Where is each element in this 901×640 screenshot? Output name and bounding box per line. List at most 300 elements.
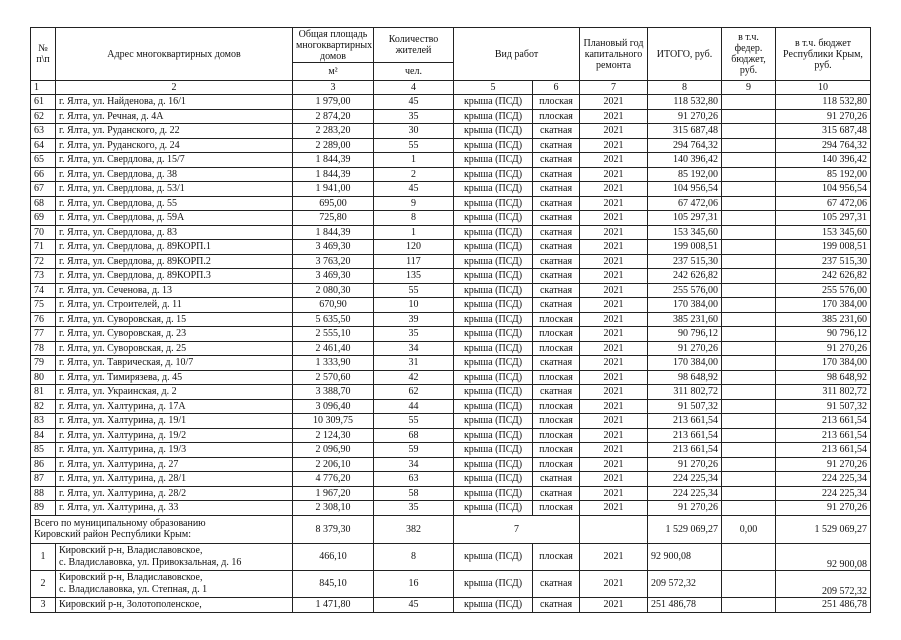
row-residents: 42: [374, 370, 454, 385]
row-area: 2 570,60: [293, 370, 374, 385]
row-total: 91 270,26: [648, 457, 722, 472]
row-roof-type: плоская: [533, 414, 580, 429]
row-republic: 91 270,26: [776, 109, 871, 124]
row-area: 695,00: [293, 196, 374, 211]
row-total: 311 802,72: [648, 385, 722, 400]
row-total: 315 687,48: [648, 124, 722, 139]
row-number: 72: [31, 254, 56, 269]
col-number: 2: [56, 81, 293, 95]
row-residents: 35: [374, 327, 454, 342]
row-republic: 153 345,60: [776, 225, 871, 240]
row-area: 725,80: [293, 211, 374, 226]
row-work: крыша (ПСД): [454, 109, 533, 124]
row-federal: [722, 124, 776, 139]
row-address-line1: Кировский р-н, Владиславовское,: [59, 545, 203, 556]
row-roof-type: скатная: [533, 153, 580, 168]
row-area: 1 844,39: [293, 167, 374, 182]
row-work: крыша (ПСД): [454, 443, 533, 458]
row-number: 68: [31, 196, 56, 211]
row-federal: [722, 225, 776, 240]
row-work: крыша (ПСД): [454, 211, 533, 226]
row-republic: 311 802,72: [776, 385, 871, 400]
row-republic: 213 661,54: [776, 414, 871, 429]
row-address: г. Ялта, ул. Украинская, д. 2: [56, 385, 293, 400]
row-residents: 45: [374, 95, 454, 110]
row-residents: 120: [374, 240, 454, 255]
row-area: 2 206,10: [293, 457, 374, 472]
header-federal: в т.ч. федер. бюджет, руб.: [722, 28, 776, 81]
row-address: г. Ялта, ул. Халтурина, д. 19/3: [56, 443, 293, 458]
row-total: 91 270,26: [648, 109, 722, 124]
row-area: 1 844,39: [293, 225, 374, 240]
row-total: 67 472,06: [648, 196, 722, 211]
row-federal: [722, 254, 776, 269]
row-residents: 63: [374, 472, 454, 487]
row-year: 2021: [580, 341, 648, 356]
row-address: г. Ялта, ул. Строителей, д. 11: [56, 298, 293, 313]
row-roof-type: плоская: [533, 457, 580, 472]
header-year: Плановый год капитального ремонта: [580, 28, 648, 81]
district-total-republic: 1 529 069,27: [776, 515, 871, 543]
col-number: 9: [722, 81, 776, 95]
row-roof-type: плоская: [533, 109, 580, 124]
row-address: г. Ялта, ул. Халтурина, д. 19/1: [56, 414, 293, 429]
row-address: г. Ялта, ул. Свердлова, д. 55: [56, 196, 293, 211]
row-number: 2: [31, 570, 56, 597]
table-row: [31, 167, 871, 182]
row-number: 65: [31, 153, 56, 168]
row-year: 2021: [580, 283, 648, 298]
table-row: [31, 428, 871, 443]
header-residents: Количество жителей: [374, 28, 454, 63]
row-roof-type: скатная: [533, 283, 580, 298]
row-address: г. Ялта, ул. Руданского, д. 22: [56, 124, 293, 139]
row-total: 105 297,31: [648, 211, 722, 226]
row-year: 2021: [580, 225, 648, 240]
district-total-sum: 1 529 069,27: [648, 515, 722, 543]
table-row: [31, 211, 871, 226]
row-federal: [722, 182, 776, 197]
row-address: г. Ялта, ул. Суворовская, д. 23: [56, 327, 293, 342]
row-federal: [722, 95, 776, 110]
row-roof-type: скатная: [533, 269, 580, 284]
row-area: 2 096,90: [293, 443, 374, 458]
row-total: 170 384,00: [648, 356, 722, 371]
row-roof-type: скатная: [533, 254, 580, 269]
row-total: 91 270,26: [648, 341, 722, 356]
row-area: 466,10: [293, 543, 374, 570]
row-year: 2021: [580, 327, 648, 342]
header-address: Адрес многоквартирных домов: [56, 28, 293, 81]
row-total: 294 764,32: [648, 138, 722, 153]
row-republic: 209 572,32: [776, 570, 871, 597]
row-address: г. Ялта, ул. Свердлова, д. 53/1: [56, 182, 293, 197]
row-area: 2 283,20: [293, 124, 374, 139]
row-area: 3 469,30: [293, 269, 374, 284]
row-roof-type: скатная: [533, 472, 580, 487]
row-roof-type: плоская: [533, 428, 580, 443]
row-address: г. Ялта, ул. Таврическая, д. 10/7: [56, 356, 293, 371]
row-number: 77: [31, 327, 56, 342]
row-work: крыша (ПСД): [454, 95, 533, 110]
row-year: 2021: [580, 486, 648, 501]
row-year: 2021: [580, 153, 648, 168]
row-number: 74: [31, 283, 56, 298]
row-residents: 10: [374, 298, 454, 313]
row-federal: [722, 327, 776, 342]
header-num: № п\п: [31, 28, 56, 81]
row-federal: [722, 543, 776, 570]
row-residents: 34: [374, 457, 454, 472]
row-work: крыша (ПСД): [454, 298, 533, 313]
row-federal: [722, 597, 776, 612]
row-year: 2021: [580, 240, 648, 255]
row-federal: [722, 153, 776, 168]
row-number: 64: [31, 138, 56, 153]
row-address: г. Ялта, ул. Халтурина, д. 17А: [56, 399, 293, 414]
row-year: 2021: [580, 443, 648, 458]
col-number: 10: [776, 81, 871, 95]
row-residents: 39: [374, 312, 454, 327]
row-number: 83: [31, 414, 56, 429]
col-number: 8: [648, 81, 722, 95]
row-federal: [722, 167, 776, 182]
row-address: г. Ялта, ул. Сеченова, д. 13: [56, 283, 293, 298]
row-republic: 251 486,78: [776, 597, 871, 612]
header-row: [31, 28, 871, 63]
row-area: 3 096,40: [293, 399, 374, 414]
row-total: 92 900,08: [648, 543, 722, 570]
row-address-line2: с. Владиславовка, ул. Степная, д. 1: [59, 583, 208, 595]
row-work: крыша (ПСД): [454, 312, 533, 327]
row-total: 104 956,54: [648, 182, 722, 197]
row-number: 82: [31, 399, 56, 414]
row-total: 170 384,00: [648, 298, 722, 313]
row-work: крыша (ПСД): [454, 486, 533, 501]
row-area: 1 844,39: [293, 153, 374, 168]
row-residents: 35: [374, 109, 454, 124]
row-roof-type: скатная: [533, 240, 580, 255]
row-total: 153 345,60: [648, 225, 722, 240]
table-row: [31, 254, 871, 269]
table-row: [31, 240, 871, 255]
row-federal: [722, 385, 776, 400]
district-total-year: [580, 515, 648, 543]
row-residents: 62: [374, 385, 454, 400]
table-row: [31, 109, 871, 124]
row-federal: [722, 240, 776, 255]
row-year: 2021: [580, 95, 648, 110]
row-area: 1 967,20: [293, 486, 374, 501]
row-address: г. Ялта, ул. Руданского, д. 24: [56, 138, 293, 153]
row-number: 85: [31, 443, 56, 458]
row-year: 2021: [580, 254, 648, 269]
row-number: 70: [31, 225, 56, 240]
row-number: 73: [31, 269, 56, 284]
row-area: 2 874,20: [293, 109, 374, 124]
row-republic: 199 008,51: [776, 240, 871, 255]
row-roof-type: плоская: [533, 543, 580, 570]
row-work: крыша (ПСД): [454, 283, 533, 298]
row-federal: [722, 457, 776, 472]
row-roof-type: плоская: [533, 399, 580, 414]
row-total: 91 507,32: [648, 399, 722, 414]
row-work: крыша (ПСД): [454, 428, 533, 443]
row-year: 2021: [580, 370, 648, 385]
row-area: 1 333,90: [293, 356, 374, 371]
row-number: 66: [31, 167, 56, 182]
row-residents: 2: [374, 167, 454, 182]
table-row: [31, 570, 871, 597]
district-total-area: 8 379,30: [293, 515, 374, 543]
row-federal: [722, 196, 776, 211]
row-address: г. Ялта, ул. Свердлова, д. 15/7: [56, 153, 293, 168]
row-republic: 294 764,32: [776, 138, 871, 153]
row-federal: [722, 501, 776, 516]
row-roof-type: скатная: [533, 182, 580, 197]
row-roof-type: плоская: [533, 501, 580, 516]
row-number: 75: [31, 298, 56, 313]
row-residents: 55: [374, 138, 454, 153]
row-republic: 91 270,26: [776, 501, 871, 516]
row-roof-type: плоская: [533, 443, 580, 458]
row-residents: 1: [374, 153, 454, 168]
row-republic: 213 661,54: [776, 443, 871, 458]
row-total: 255 576,00: [648, 283, 722, 298]
row-area: 3 469,30: [293, 240, 374, 255]
row-residents: 45: [374, 182, 454, 197]
row-year: 2021: [580, 457, 648, 472]
header-residents-unit: чел.: [374, 63, 454, 81]
row-work: крыша (ПСД): [454, 399, 533, 414]
row-residents: 1: [374, 225, 454, 240]
row-roof-type: скатная: [533, 138, 580, 153]
row-total: 213 661,54: [648, 414, 722, 429]
row-total: 237 515,30: [648, 254, 722, 269]
row-roof-type: скатная: [533, 211, 580, 226]
table-row: [31, 327, 871, 342]
row-republic: 170 384,00: [776, 356, 871, 371]
col-number: 6: [533, 81, 580, 95]
row-roof-type: плоская: [533, 312, 580, 327]
row-address-line1: Кировский р-н, Владиславовское,: [59, 572, 203, 583]
row-number: 61: [31, 95, 56, 110]
col-number: 4: [374, 81, 454, 95]
col-number: 5: [454, 81, 533, 95]
row-year: 2021: [580, 138, 648, 153]
row-republic: 85 192,00: [776, 167, 871, 182]
row-republic: 118 532,80: [776, 95, 871, 110]
row-address: г. Ялта, ул. Халтурина, д. 33: [56, 501, 293, 516]
table-row: [31, 298, 871, 313]
row-address: г. Ялта, ул. Свердлова, д. 83: [56, 225, 293, 240]
row-address: г. Ялта, ул. Суворовская, д. 15: [56, 312, 293, 327]
row-area: 10 309,75: [293, 414, 374, 429]
row-federal: [722, 312, 776, 327]
row-address: г. Ялта, ул. Суворовская, д. 25: [56, 341, 293, 356]
row-number: 87: [31, 472, 56, 487]
row-work: крыша (ПСД): [454, 472, 533, 487]
table-row: [31, 472, 871, 487]
district-total-label-line2: Кировский район Республики Крым:: [34, 529, 191, 540]
row-roof-type: скатная: [533, 486, 580, 501]
row-area: 2 555,10: [293, 327, 374, 342]
row-work: крыша (ПСД): [454, 254, 533, 269]
row-number: 62: [31, 109, 56, 124]
row-year: 2021: [580, 124, 648, 139]
table-row: [31, 225, 871, 240]
row-roof-type: скатная: [533, 385, 580, 400]
row-number: 88: [31, 486, 56, 501]
row-area: 2 289,00: [293, 138, 374, 153]
row-republic: 91 507,32: [776, 399, 871, 414]
header-total: ИТОГО, руб.: [648, 28, 722, 81]
row-residents: 9: [374, 196, 454, 211]
row-republic: 237 515,30: [776, 254, 871, 269]
row-federal: [722, 399, 776, 414]
row-area: 2 461,40: [293, 341, 374, 356]
row-work: крыша (ПСД): [454, 597, 533, 612]
row-area: 1 941,00: [293, 182, 374, 197]
row-year: 2021: [580, 196, 648, 211]
row-republic: 98 648,92: [776, 370, 871, 385]
row-work: крыша (ПСД): [454, 225, 533, 240]
table-row: [31, 138, 871, 153]
row-area: 3 388,70: [293, 385, 374, 400]
row-number: 67: [31, 182, 56, 197]
table-row: [31, 385, 871, 400]
row-year: 2021: [580, 543, 648, 570]
row-address: г. Ялта, ул. Свердлова, д. 59А: [56, 211, 293, 226]
row-work: крыша (ПСД): [454, 570, 533, 597]
row-roof-type: скатная: [533, 124, 580, 139]
table-row: [31, 124, 871, 139]
row-year: 2021: [580, 356, 648, 371]
col-number: 3: [293, 81, 374, 95]
row-address: г. Ялта, ул. Халтурина, д. 28/1: [56, 472, 293, 487]
row-republic: 91 270,26: [776, 341, 871, 356]
row-work: крыша (ПСД): [454, 457, 533, 472]
row-federal: [722, 356, 776, 371]
row-address: г. Ялта, ул. Тимирязева, д. 45: [56, 370, 293, 385]
row-address: г. Ялта, ул. Свердлова, д. 38: [56, 167, 293, 182]
row-address: г. Ялта, ул. Свердлова, д. 89КОРП.1: [56, 240, 293, 255]
row-year: 2021: [580, 269, 648, 284]
row-roof-type: скатная: [533, 167, 580, 182]
row-number: 89: [31, 501, 56, 516]
row-total: 213 661,54: [648, 428, 722, 443]
row-total: 140 396,42: [648, 153, 722, 168]
col-number: 1: [31, 81, 56, 95]
row-republic: 213 661,54: [776, 428, 871, 443]
table-row: [31, 486, 871, 501]
row-republic: 140 396,42: [776, 153, 871, 168]
row-federal: [722, 298, 776, 313]
row-number: 79: [31, 356, 56, 371]
table-row: [31, 356, 871, 371]
row-year: 2021: [580, 428, 648, 443]
district-total-work-count: 7: [454, 515, 580, 543]
row-total: 85 192,00: [648, 167, 722, 182]
table-row: [31, 370, 871, 385]
row-year: 2021: [580, 501, 648, 516]
row-federal: [722, 109, 776, 124]
row-area: 2 308,10: [293, 501, 374, 516]
table-row: [31, 182, 871, 197]
row-year: 2021: [580, 385, 648, 400]
row-total: 118 532,80: [648, 95, 722, 110]
row-work: крыша (ПСД): [454, 543, 533, 570]
row-address: г. Ялта, ул. Свердлова, д. 89КОРП.3: [56, 269, 293, 284]
row-number: 76: [31, 312, 56, 327]
row-total: 213 661,54: [648, 443, 722, 458]
district-total-label: [31, 515, 293, 543]
row-address: Кировский р-н, Золотополенское,: [56, 597, 293, 612]
table-row: [31, 414, 871, 429]
row-federal: [722, 138, 776, 153]
row-address: [56, 543, 293, 570]
row-republic: 105 297,31: [776, 211, 871, 226]
row-republic: 255 576,00: [776, 283, 871, 298]
row-number: 81: [31, 385, 56, 400]
table-row: [31, 283, 871, 298]
row-federal: [722, 269, 776, 284]
row-roof-type: скатная: [533, 570, 580, 597]
table-row: [31, 457, 871, 472]
row-federal: [722, 283, 776, 298]
row-address-line2: с. Владиславовка, ул. Привокзальная, д. 16: [59, 556, 242, 568]
row-work: крыша (ПСД): [454, 182, 533, 197]
row-roof-type: скатная: [533, 356, 580, 371]
row-year: 2021: [580, 570, 648, 597]
row-republic: 104 956,54: [776, 182, 871, 197]
row-roof-type: скатная: [533, 597, 580, 612]
row-work: крыша (ПСД): [454, 414, 533, 429]
table-row: [31, 501, 871, 516]
row-total: 242 626,82: [648, 269, 722, 284]
row-number: 86: [31, 457, 56, 472]
row-republic: 67 472,06: [776, 196, 871, 211]
row-roof-type: плоская: [533, 95, 580, 110]
row-number: 84: [31, 428, 56, 443]
row-work: крыша (ПСД): [454, 124, 533, 139]
row-area: 1 979,00: [293, 95, 374, 110]
header-work: Вид работ: [454, 28, 580, 81]
district-total-federal: 0,00: [722, 515, 776, 543]
row-total: 251 486,78: [648, 597, 722, 612]
table-row: [31, 153, 871, 168]
table-row: [31, 95, 871, 110]
row-area: 845,10: [293, 570, 374, 597]
row-number: 71: [31, 240, 56, 255]
row-federal: [722, 370, 776, 385]
row-number: 3: [31, 597, 56, 612]
row-roof-type: плоская: [533, 341, 580, 356]
row-work: крыша (ПСД): [454, 167, 533, 182]
row-work: крыша (ПСД): [454, 138, 533, 153]
row-federal: [722, 211, 776, 226]
row-work: крыша (ПСД): [454, 341, 533, 356]
row-residents: 135: [374, 269, 454, 284]
row-number: 80: [31, 370, 56, 385]
row-federal: [722, 472, 776, 487]
row-roof-type: скатная: [533, 196, 580, 211]
row-area: 1 471,80: [293, 597, 374, 612]
row-roof-type: плоская: [533, 370, 580, 385]
row-residents: 58: [374, 486, 454, 501]
row-federal: [722, 486, 776, 501]
row-federal: [722, 341, 776, 356]
